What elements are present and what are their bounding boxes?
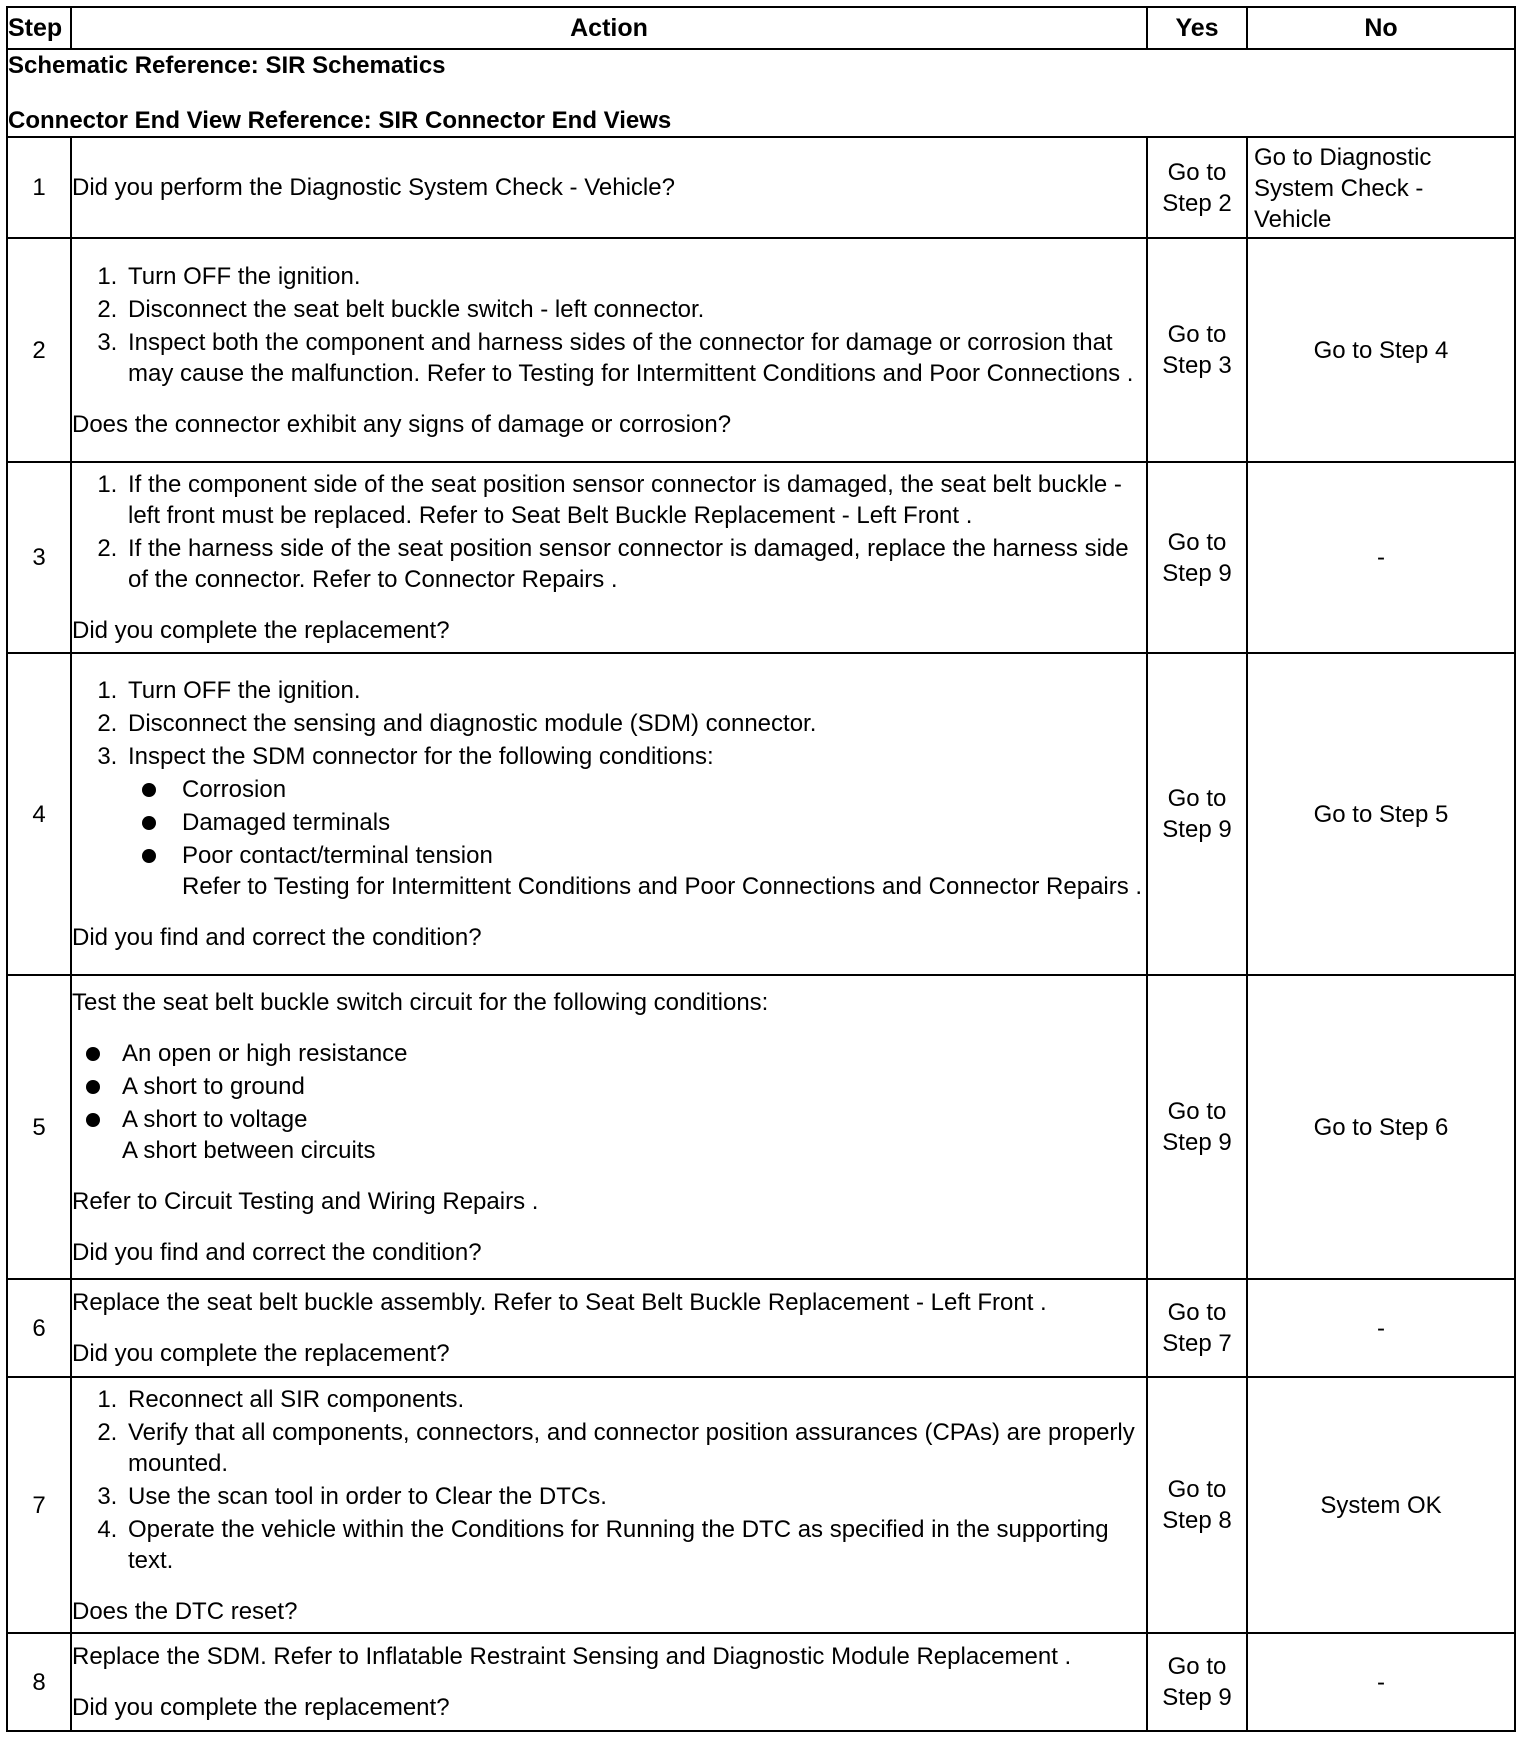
list-item: 1. If the component side of the seat position sensor connector is damaged, the seat belt buckle - left front must be replaced. Refer to Seat Belt Buckle Replacement - Left Front . xyxy=(124,469,1146,531)
question-text: Did you complete the replacement? xyxy=(72,617,450,644)
list-item: 2. Disconnect the seat belt buckle switch - left connector. xyxy=(124,294,1146,325)
bullet-item: A short to voltage A short between circuits xyxy=(122,1104,1146,1166)
step-number: 1 xyxy=(7,137,71,238)
no-cell xyxy=(1247,137,1515,238)
refer-text: Refer to Circuit Testing and Wiring Repairs . xyxy=(72,1187,539,1215)
action-cell xyxy=(71,137,1147,238)
action-cell xyxy=(71,653,1147,975)
header-yes: Yes xyxy=(1147,7,1247,49)
bullet-icon xyxy=(86,1113,100,1127)
table-row xyxy=(7,1377,1515,1633)
yes-cell xyxy=(1147,653,1247,975)
no-cell: Go to Step 4 xyxy=(1247,238,1515,462)
no-line: Vehicle xyxy=(1254,206,1332,233)
question-text: Does the connector exhibit any signs of damage or corrosion? xyxy=(72,410,732,438)
action-cell xyxy=(71,1377,1147,1633)
bullet-icon xyxy=(142,783,156,797)
bullet-item: A short to ground xyxy=(122,1071,1146,1102)
condition-list xyxy=(72,1038,1146,1166)
yes-cell xyxy=(1147,462,1247,653)
list-item: 3. Use the scan tool in order to Clear the DTCs. xyxy=(124,1481,1146,1512)
list-item: 2. Disconnect the sensing and diagnostic module (SDM) connector. xyxy=(124,708,1146,739)
intro-text: Test the seat belt buckle switch circuit for the following conditions: xyxy=(72,988,769,1016)
step-number: 2 xyxy=(7,238,71,462)
action-text: Did you perform the Diagnostic System Check - Vehicle? xyxy=(72,174,675,201)
action-text: Replace the seat belt buckle assembly. Refer to Seat Belt Buckle Replacement - Left Front . xyxy=(72,1289,1047,1316)
action-cell xyxy=(71,462,1147,653)
no-cell: - xyxy=(1247,1279,1515,1377)
yes-line: Go to xyxy=(1167,528,1227,556)
bullet-note: Refer to Testing for Intermittent Conditions and Poor Connections and Connector Repairs . xyxy=(182,873,1143,900)
action-text: Replace the SDM. Refer to Inflatable Restraint Sensing and Diagnostic Module Replacement . xyxy=(72,1643,1072,1670)
yes-line: Step 2 xyxy=(1162,189,1232,217)
step-number: 6 xyxy=(7,1279,71,1377)
table-row xyxy=(7,1279,1515,1377)
connector-reference: Connector End View Reference: SIR Connector End Views xyxy=(8,107,672,134)
table-row xyxy=(7,975,1515,1279)
action-cell xyxy=(71,1633,1147,1731)
question-text: Does the DTC reset? xyxy=(72,1597,298,1625)
list-item: 3. Inspect both the component and harness sides of the connector for damage or corrosion that may cause the malfunction. Refer to Testing for Intermittent Conditions and Poor Connections . xyxy=(124,327,1146,389)
yes-line: Step 8 xyxy=(1162,1507,1232,1534)
yes-line: Go to xyxy=(1167,1299,1227,1326)
action-cell xyxy=(71,238,1147,462)
list-item: 2. Verify that all components, connectors, and connector position assurances (CPAs) are properly mounted. xyxy=(124,1417,1146,1479)
bullet-icon xyxy=(142,849,156,863)
yes-cell xyxy=(1147,975,1247,1279)
condition-list xyxy=(128,774,1146,902)
header-row xyxy=(7,7,1515,49)
no-cell: System OK xyxy=(1247,1377,1515,1633)
yes-line: Step 9 xyxy=(1162,1684,1232,1711)
action-cell xyxy=(71,1279,1147,1377)
header-step: Step xyxy=(7,7,71,49)
list-item: 1. Turn OFF the ignition. xyxy=(124,675,1146,706)
question-text: Did you complete the replacement? xyxy=(72,1340,450,1367)
no-cell: - xyxy=(1247,1633,1515,1731)
action-list xyxy=(72,261,1146,389)
no-cell: Go to Step 5 xyxy=(1247,653,1515,975)
action-list xyxy=(72,1384,1146,1576)
yes-line: Go to xyxy=(1167,158,1227,186)
question-text: Did you find and correct the condition? xyxy=(72,924,482,951)
list-item: 4. Operate the vehicle within the Conditions for Running the DTC as specified in the supporting text. xyxy=(124,1514,1146,1576)
yes-cell xyxy=(1147,1279,1247,1377)
action-list xyxy=(72,675,1146,902)
yes-cell xyxy=(1147,238,1247,462)
list-item: 1. Reconnect all SIR components. xyxy=(124,1384,1146,1415)
question-text: Did you complete the replacement? xyxy=(72,1694,450,1721)
bullet-item: Poor contact/terminal tension Refer to Testing for Intermittent Conditions and Poor Connections and Connector Repairs . xyxy=(178,840,1146,902)
yes-line: Go to xyxy=(1167,785,1227,812)
yes-line: Step 9 xyxy=(1162,559,1232,587)
yes-line: Step 7 xyxy=(1162,1330,1232,1357)
step-number: 4 xyxy=(7,653,71,975)
yes-line: Go to xyxy=(1167,1653,1227,1680)
action-cell xyxy=(71,975,1147,1279)
yes-line: Go to xyxy=(1167,1098,1227,1125)
step-number: 5 xyxy=(7,975,71,1279)
question-text: Did you find and correct the condition? xyxy=(72,1238,482,1266)
header-no: No xyxy=(1247,7,1515,49)
header-action: Action xyxy=(71,7,1147,49)
schematic-reference: Schematic Reference: SIR Schematics xyxy=(8,52,446,79)
bullet-icon xyxy=(86,1080,100,1094)
list-item-text: Inspect the SDM connector for the following conditions: xyxy=(128,743,714,770)
no-cell: Go to Step 6 xyxy=(1247,975,1515,1279)
table-row xyxy=(7,653,1515,975)
table-row xyxy=(7,137,1515,238)
no-line: System Check - xyxy=(1254,175,1424,202)
table-row xyxy=(7,462,1515,653)
bullet-icon xyxy=(142,816,156,830)
list-item xyxy=(124,741,1146,902)
bullet-item: Corrosion xyxy=(178,774,1146,805)
diagnostic-table xyxy=(6,6,1516,1732)
yes-line: Step 9 xyxy=(1162,1129,1232,1156)
yes-line: Go to xyxy=(1167,321,1227,348)
no-line: Go to Diagnostic xyxy=(1254,144,1432,171)
bullet-note: A short between circuits xyxy=(122,1136,376,1164)
step-number: 7 xyxy=(7,1377,71,1633)
yes-cell xyxy=(1147,1377,1247,1633)
list-item: 1. Turn OFF the ignition. xyxy=(124,261,1146,292)
table-row xyxy=(7,1633,1515,1731)
bullet-icon xyxy=(86,1047,100,1061)
yes-line: Go to xyxy=(1167,1476,1227,1503)
step-number: 8 xyxy=(7,1633,71,1731)
reference-row xyxy=(7,49,1515,137)
action-list xyxy=(72,469,1146,595)
no-cell: - xyxy=(1247,462,1515,653)
table-row xyxy=(7,238,1515,462)
bullet-item: Damaged terminals xyxy=(178,807,1146,838)
reference-cell xyxy=(7,49,1515,137)
yes-line: Step 9 xyxy=(1162,816,1232,843)
step-number: 3 xyxy=(7,462,71,653)
bullet-item: An open or high resistance xyxy=(122,1038,1146,1069)
yes-cell xyxy=(1147,137,1247,238)
list-item: 2. If the harness side of the seat position sensor connector is damaged, replace the harness side of the connector. Refer to Connector Repairs . xyxy=(124,533,1146,595)
yes-line: Step 3 xyxy=(1162,352,1232,379)
yes-cell xyxy=(1147,1633,1247,1731)
